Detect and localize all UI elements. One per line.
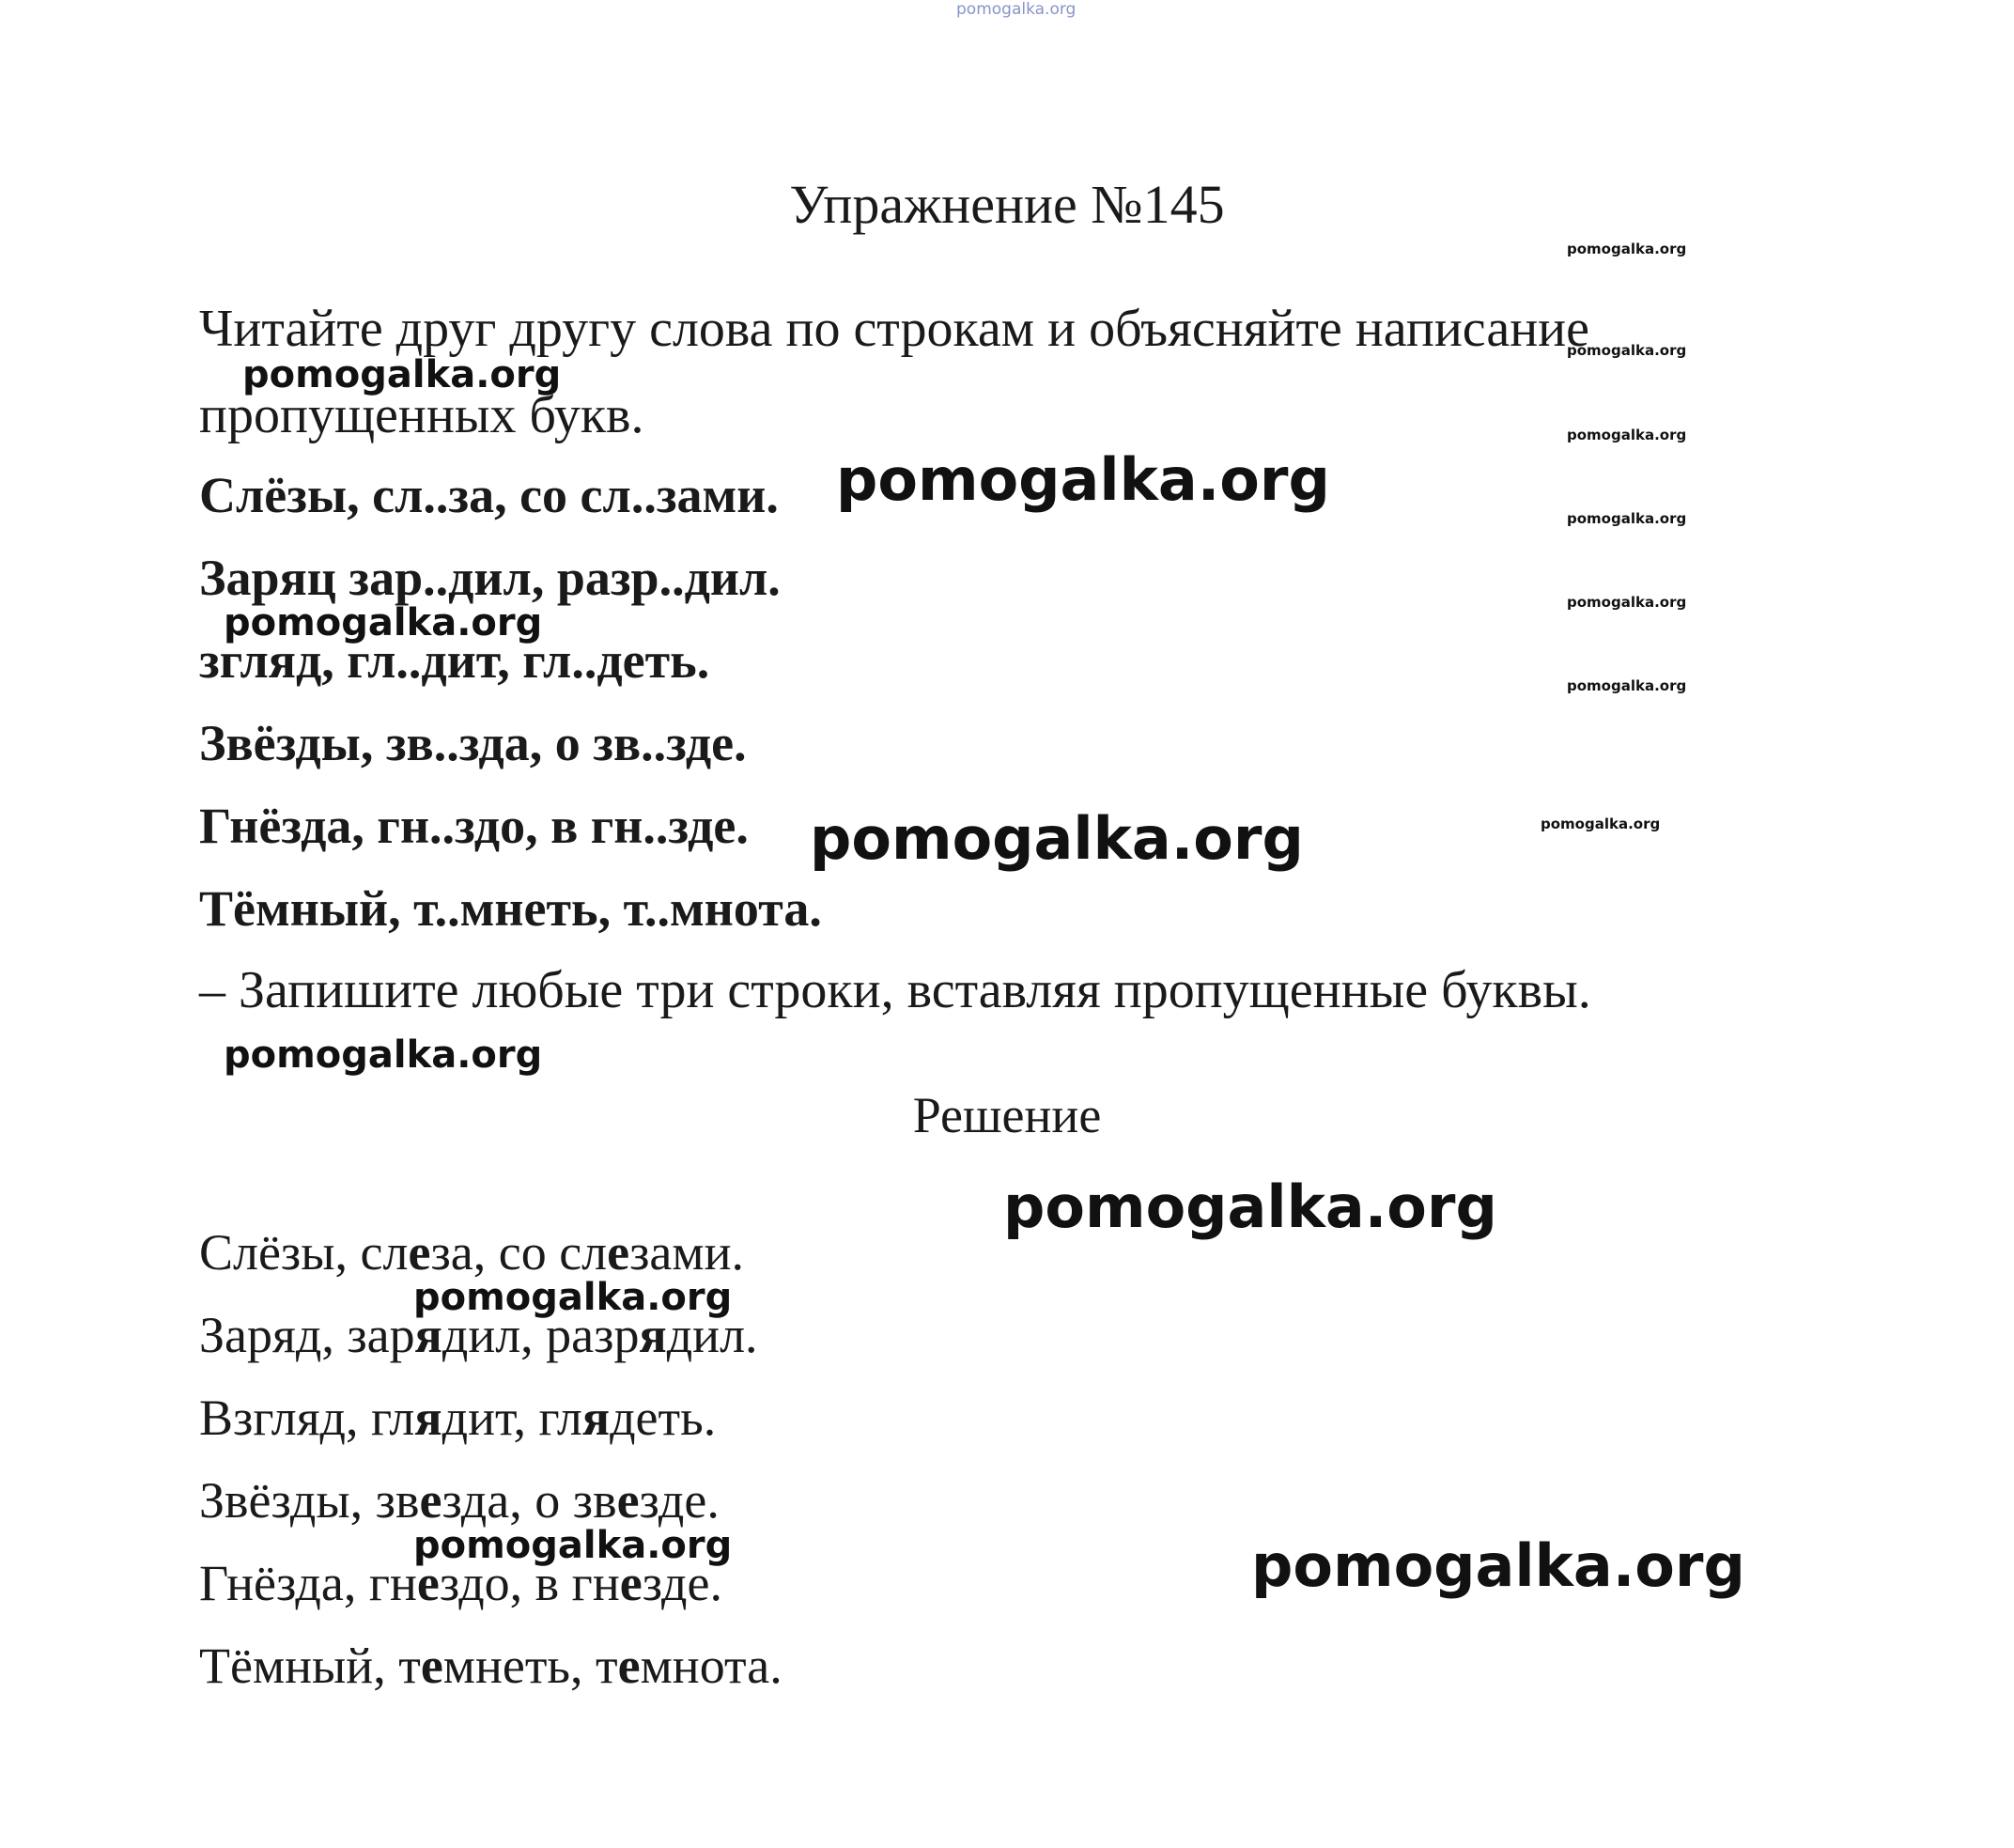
exercise-title: Упражнение №145 — [789, 174, 1225, 235]
inserted-letter: я — [414, 1390, 442, 1446]
solution-text: Тёмный, т — [199, 1638, 421, 1694]
solution-text: зами. — [629, 1224, 744, 1281]
inserted-letter: е — [607, 1224, 630, 1281]
task-line: згляд, гл..дит, гл..деть. — [199, 632, 710, 689]
solution-text: дил, разр — [442, 1307, 640, 1363]
top-watermark: pomogalka.org — [956, 0, 1077, 19]
watermark: pomogalka.org — [810, 804, 1304, 873]
instruction-line-1: Читайте друг другу слова по строкам и объясняйте написание — [199, 300, 1589, 358]
watermark: pomogalka.org — [1567, 594, 1687, 611]
solution-text: Слёзы, сл — [199, 1224, 409, 1281]
solution-text: мнота. — [640, 1638, 782, 1694]
solution-text: зде. — [642, 1555, 722, 1611]
solution-line — [199, 1471, 720, 1530]
solution-text: дил. — [666, 1307, 758, 1363]
watermark: pomogalka.org — [1567, 241, 1687, 257]
watermark: pomogalka.org — [224, 1033, 543, 1077]
solution-text: зде. — [639, 1472, 720, 1529]
inserted-letter: е — [617, 1638, 641, 1694]
task-line: Звёзды, зв..зда, о зв..зде. — [199, 715, 747, 771]
final-instruction: – Запишите любые три строки, вставляя пропущенные буквы. — [199, 961, 1591, 1019]
solution-text: за, со сл — [430, 1224, 608, 1281]
solution-text: дит, гл — [442, 1390, 582, 1446]
solution-line — [199, 1223, 744, 1281]
inserted-letter: е — [408, 1224, 431, 1281]
watermark: pomogalka.org — [224, 601, 543, 644]
instruction-line-2: пропущенных букв. — [199, 386, 644, 444]
solution-text: Взгляд, гл — [199, 1390, 415, 1446]
watermark: pomogalka.org — [1567, 427, 1687, 443]
watermark: pomogalka.org — [413, 1524, 733, 1567]
solution-text: деть. — [610, 1390, 717, 1446]
inserted-letter: е — [619, 1555, 643, 1611]
solution-line — [199, 1389, 716, 1447]
inserted-letter: е — [416, 1555, 440, 1611]
task-line: Заряц зар..дил, разр..дил. — [199, 550, 781, 606]
watermark: pomogalka.org — [1541, 815, 1661, 832]
watermark: pomogalka.org — [1567, 677, 1687, 694]
solution-text: Заряд, зар — [199, 1307, 415, 1363]
watermark: pomogalka.org — [836, 445, 1330, 514]
inserted-letter: е — [420, 1638, 443, 1694]
watermark: pomogalka.org — [1251, 1531, 1745, 1600]
solution-text: здо, в гн — [439, 1555, 620, 1611]
watermark: pomogalka.org — [1003, 1172, 1497, 1241]
watermark: pomogalka.org — [1567, 510, 1687, 527]
solution-line — [199, 1637, 782, 1695]
solution-text: Звёзды, зв — [199, 1472, 420, 1529]
task-line: Тёмный, т..мнеть, т..мнота. — [199, 880, 822, 937]
solution-text: Гнёзда, гн — [199, 1555, 417, 1611]
inserted-letter: я — [581, 1390, 611, 1446]
inserted-letter: е — [419, 1472, 442, 1529]
watermark: pomogalka.org — [413, 1276, 733, 1319]
inserted-letter: е — [616, 1472, 640, 1529]
solution-text: зда, о зв — [442, 1472, 617, 1529]
task-line: Гнёзда, гн..здо, в гн..зде. — [199, 798, 749, 854]
inserted-letter: я — [414, 1307, 442, 1363]
solution-text: мнеть, т — [442, 1638, 618, 1694]
watermark: pomogalka.org — [242, 353, 562, 396]
task-line: Слёзы, сл..за, со сл..зами. — [199, 467, 779, 523]
solution-heading: Решение — [912, 1087, 1102, 1143]
inserted-letter: я — [639, 1307, 667, 1363]
watermark: pomogalka.org — [1567, 342, 1687, 359]
